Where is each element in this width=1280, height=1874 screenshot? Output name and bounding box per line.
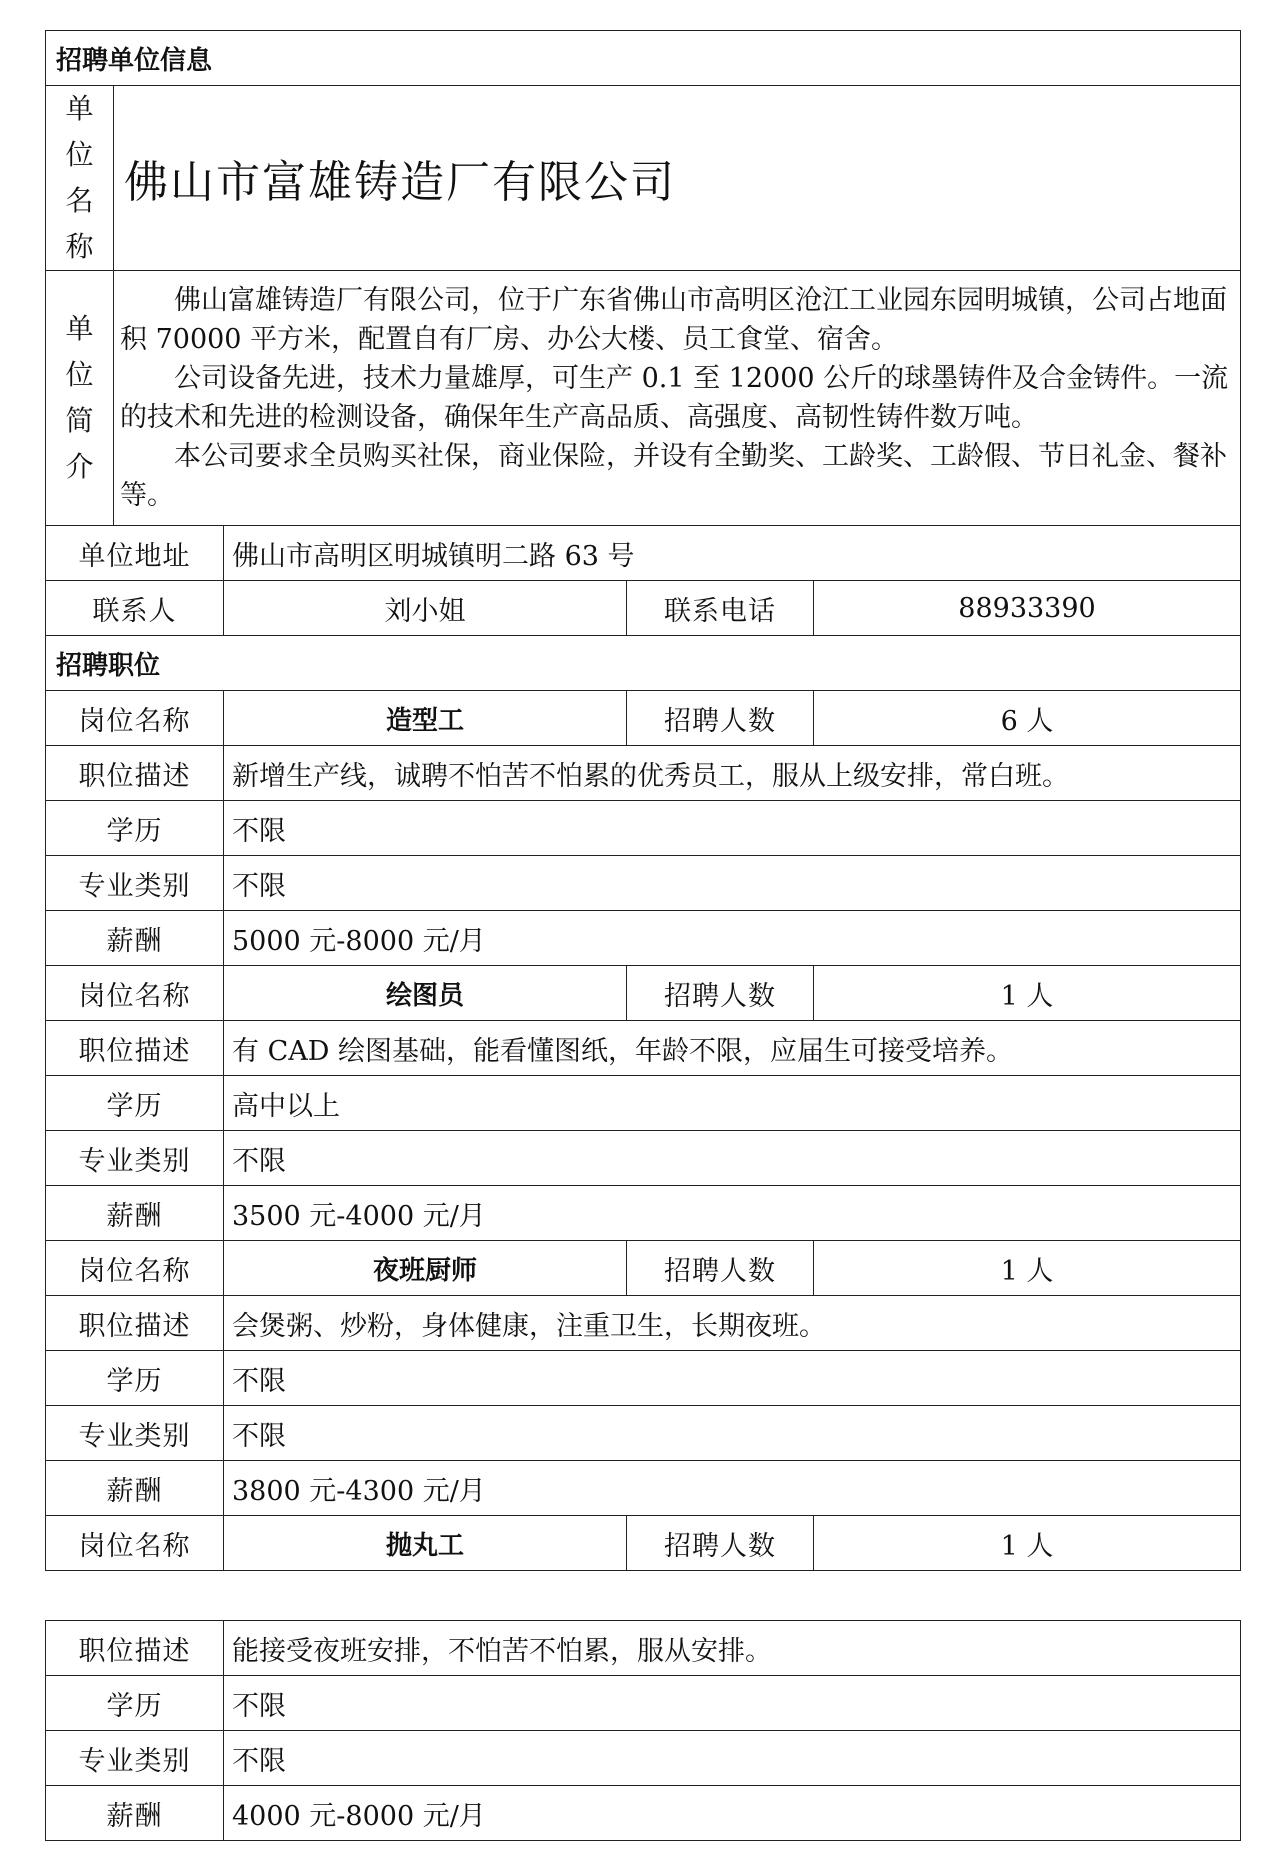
phone-value: 88933390 xyxy=(814,581,1241,636)
contact-value: 刘小姐 xyxy=(224,581,627,636)
section-title: 招聘单位信息 xyxy=(46,31,1241,86)
salary-label: 薪酬 xyxy=(46,1186,224,1241)
intro-paragraph: 佛山富雄铸造厂有限公司，位于广东省佛山市高明区沧江工业园东园明城镇，公司占地面积 70000 平方米，配置自有厂房、办公大楼、员工食堂、宿舍。 xyxy=(120,285,1227,355)
job-salary: 3500 元-4000 元/月 xyxy=(224,1186,1241,1241)
job-title: 造型工 xyxy=(224,691,627,746)
job-major: 不限 xyxy=(224,1731,1241,1786)
desc-label: 职位描述 xyxy=(46,746,224,801)
job-desc: 有 CAD 绘图基础，能看懂图纸，年龄不限，应届生可接受培养。 xyxy=(224,1021,1241,1076)
company-intro-label: 单 位 简 介 xyxy=(46,271,114,526)
contact-label: 联系人 xyxy=(46,581,224,636)
job-major: 不限 xyxy=(224,1131,1241,1186)
job-major-row xyxy=(46,856,1241,911)
intro-paragraph: 本公司要求全员购买社保，商业保险，并设有全勤奖、工龄奖、工龄假、节日礼金、餐补等。 xyxy=(120,441,1227,511)
count-label: 招聘人数 xyxy=(627,1516,814,1571)
recruitment-table xyxy=(45,30,1241,1571)
major-label: 专业类别 xyxy=(46,856,224,911)
section-header-jobs xyxy=(46,636,1241,691)
position-label: 岗位名称 xyxy=(46,966,224,1021)
job-title-row xyxy=(46,1241,1241,1296)
job-major: 不限 xyxy=(224,1406,1241,1461)
job-count: 1 人 xyxy=(814,1241,1241,1296)
job-title: 抛丸工 xyxy=(224,1516,627,1571)
job-title-row xyxy=(46,966,1241,1021)
count-label: 招聘人数 xyxy=(627,691,814,746)
job-count: 1 人 xyxy=(814,966,1241,1021)
section-title: 招聘职位 xyxy=(46,636,1241,691)
desc-label: 职位描述 xyxy=(46,1296,224,1351)
edu-label: 学历 xyxy=(46,1076,224,1131)
count-label: 招聘人数 xyxy=(627,1241,814,1296)
job-desc-row xyxy=(46,1021,1241,1076)
desc-label: 职位描述 xyxy=(46,1021,224,1076)
count-label: 招聘人数 xyxy=(627,966,814,1021)
job-count: 1 人 xyxy=(814,1516,1241,1571)
company-intro xyxy=(114,271,1241,526)
job-salary-row xyxy=(46,1786,1241,1841)
major-label: 专业类别 xyxy=(46,1731,224,1786)
job-salary-row xyxy=(46,1186,1241,1241)
job-title-row xyxy=(46,1516,1241,1571)
phone-label: 联系电话 xyxy=(627,581,814,636)
edu-label: 学历 xyxy=(46,801,224,856)
company-name-label: 单 位 名 称 xyxy=(46,86,114,271)
job-edu: 不限 xyxy=(224,801,1241,856)
job-salary: 3800 元-4300 元/月 xyxy=(224,1461,1241,1516)
job-title: 夜班厨师 xyxy=(224,1241,627,1296)
job-salary: 5000 元-8000 元/月 xyxy=(224,911,1241,966)
desc-label: 职位描述 xyxy=(46,1621,224,1676)
edu-label: 学历 xyxy=(46,1676,224,1731)
job-desc-row xyxy=(46,1621,1241,1676)
intro-paragraph: 公司设备先进，技术力量雄厚，可生产 0.1 至 12000 公斤的球墨铸件及合金铸件。一流的技术和先进的检测设备，确保年生产高品质、高强度、高韧性铸件数万吨。 xyxy=(120,363,1229,433)
job-desc-row xyxy=(46,1296,1241,1351)
job-title-row xyxy=(46,691,1241,746)
job-edu-row xyxy=(46,1351,1241,1406)
job-count: 6 人 xyxy=(814,691,1241,746)
job-major-row xyxy=(46,1131,1241,1186)
job-major-row xyxy=(46,1731,1241,1786)
position-label: 岗位名称 xyxy=(46,1241,224,1296)
job-desc: 能接受夜班安排，不怕苦不怕累，服从安排。 xyxy=(224,1621,1241,1676)
job-desc-row xyxy=(46,746,1241,801)
job-salary-row xyxy=(46,1461,1241,1516)
job-edu-row xyxy=(46,1676,1241,1731)
job-edu: 不限 xyxy=(224,1676,1241,1731)
major-label: 专业类别 xyxy=(46,1406,224,1461)
job-edu: 不限 xyxy=(224,1351,1241,1406)
job-title: 绘图员 xyxy=(224,966,627,1021)
address-row xyxy=(46,526,1241,581)
job-major-row xyxy=(46,1406,1241,1461)
job-salary-row xyxy=(46,911,1241,966)
recruitment-table-continued xyxy=(45,1620,1241,1841)
section-header-company xyxy=(46,31,1241,86)
job-edu: 高中以上 xyxy=(224,1076,1241,1131)
salary-label: 薪酬 xyxy=(46,1461,224,1516)
job-salary: 4000 元-8000 元/月 xyxy=(224,1786,1241,1841)
company-name-row xyxy=(46,86,1241,271)
company-intro-row xyxy=(46,271,1241,526)
contact-row xyxy=(46,581,1241,636)
job-major: 不限 xyxy=(224,856,1241,911)
job-edu-row xyxy=(46,1076,1241,1131)
address-label: 单位地址 xyxy=(46,526,224,581)
edu-label: 学历 xyxy=(46,1351,224,1406)
job-desc: 新增生产线，诚聘不怕苦不怕累的优秀员工，服从上级安排，常白班。 xyxy=(224,746,1241,801)
address-value: 佛山市高明区明城镇明二路 63 号 xyxy=(224,526,1241,581)
position-label: 岗位名称 xyxy=(46,691,224,746)
salary-label: 薪酬 xyxy=(46,911,224,966)
job-desc: 会煲粥、炒粉，身体健康，注重卫生，长期夜班。 xyxy=(224,1296,1241,1351)
company-name: 佛山市富雄铸造厂有限公司 xyxy=(114,86,1241,271)
job-edu-row xyxy=(46,801,1241,856)
major-label: 专业类别 xyxy=(46,1131,224,1186)
salary-label: 薪酬 xyxy=(46,1786,224,1841)
position-label: 岗位名称 xyxy=(46,1516,224,1571)
